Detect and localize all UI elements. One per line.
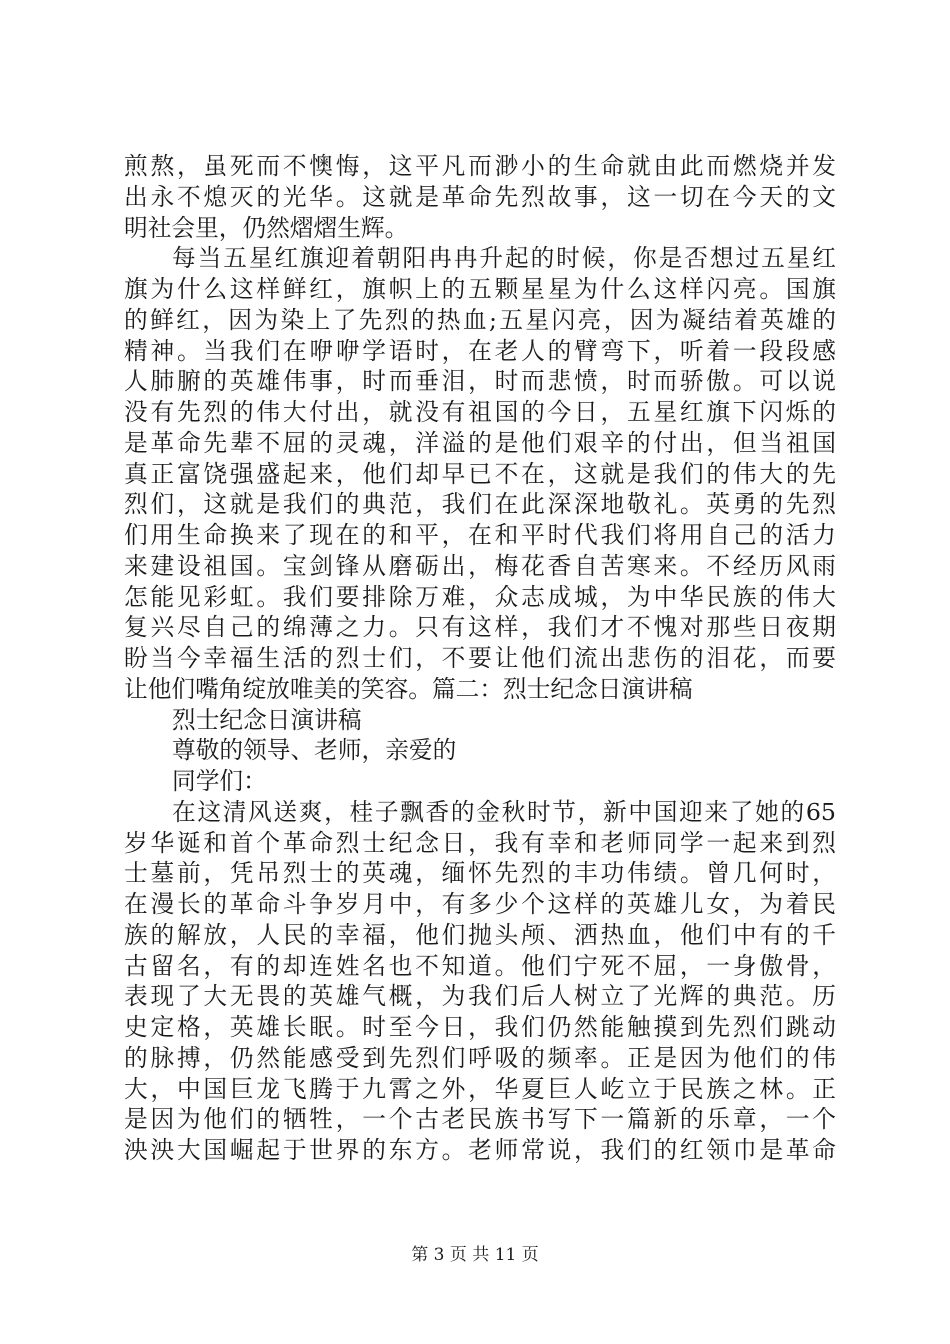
text-line: 古留名，有的却连姓名也不知道。他们宁死不屈，一身傲骨， bbox=[124, 952, 836, 980]
text-line: 表现了大无畏的英雄气概，为我们后人树立了光辉的典范。历 bbox=[124, 982, 836, 1010]
text-line: 岁华诞和首个革命烈士纪念日，我有幸和老师同学一起来到烈 bbox=[124, 829, 836, 857]
text-line: 真正富饶强盛起来，他们却早已不在，这就是我们的伟大的先 bbox=[124, 460, 836, 488]
text-line: 出永不熄灭的光华。这就是革命先烈故事，这一切在今天的文 bbox=[124, 183, 836, 211]
text-line: 让他们嘴角绽放唯美的笑容。篇二：烈士纪念日演讲稿 bbox=[124, 675, 693, 703]
text-line: 旗为什么这样鲜红，旗帜上的五颗星星为什么这样闪亮。国旗 bbox=[124, 275, 836, 303]
text-line: 人肺腑的英雄伟事，时而垂泪，时而悲愤，时而骄傲。可以说 bbox=[124, 367, 836, 395]
text-line: 怎能见彩虹。我们要排除万难，众志成城，为中华民族的伟大 bbox=[124, 583, 836, 611]
text-line: 同学们： bbox=[172, 767, 267, 795]
text-line: 尊敬的领导、老师，亲爱的 bbox=[172, 736, 457, 764]
text-line: 士墓前，凭吊烈士的英魂，缅怀先烈的丰功伟绩。曾几何时， bbox=[124, 859, 836, 887]
text-line: 在这清风送爽，桂子飘香的金秋时节，新中国迎来了她的65 bbox=[172, 798, 836, 826]
text-line: 大，中国巨龙飞腾于九霄之外，华夏巨人屹立于民族之林。正 bbox=[124, 1075, 836, 1103]
text-line: 泱泱大国崛起于世界的东方。老师常说，我们的红领巾是革命 bbox=[124, 1136, 836, 1164]
text-line: 盼当今幸福生活的烈士们，不要让他们流出悲伤的泪花，而要 bbox=[124, 644, 836, 672]
text-line: 们用生命换来了现在的和平，在和平时代我们将用自己的活力 bbox=[124, 521, 836, 549]
text-line: 的脉搏，仍然能感受到先烈们呼吸的频率。正是因为他们的伟 bbox=[124, 1044, 836, 1072]
text-line: 史定格，英雄长眠。时至今日，我们仍然能触摸到先烈们跳动 bbox=[124, 1013, 836, 1041]
text-line: 族的解放，人民的幸福，他们抛头颅、洒热血，他们中有的千 bbox=[124, 921, 836, 949]
text-line: 是因为他们的牺牲，一个古老民族书写下一篇新的乐章，一个 bbox=[124, 1105, 836, 1133]
text-line: 精神。当我们在咿咿学语时，在老人的臂弯下，听着一段段感 bbox=[124, 337, 836, 365]
text-line: 没有先烈的伟大付出，就没有祖国的今日，五星红旗下闪烁的 bbox=[124, 398, 836, 426]
text-line: 来建设祖国。宝剑锋从磨砺出，梅花香自苦寒来。不经历风雨 bbox=[124, 552, 836, 580]
text-line: 是革命先辈不屈的灵魂，洋溢的是他们艰辛的付出，但当祖国 bbox=[124, 429, 836, 457]
text-line: 复兴尽自己的绵薄之力。只有这样，我们才不愧对那些日夜期 bbox=[124, 613, 836, 641]
text-line: 在漫长的革命斗争岁月中，有多少个这样的英雄儿女，为着民 bbox=[124, 890, 836, 918]
page-footer: 第 3 页 共 11 页 bbox=[411, 1245, 539, 1265]
text-line: 的鲜红，因为染上了先烈的热血;五星闪亮，因为凝结着英雄的 bbox=[124, 306, 836, 334]
text-line: 明社会里，仍然熠熠生辉。 bbox=[124, 214, 409, 242]
text-line: 烈们，这就是我们的典范，我们在此深深地敬礼。英勇的先烈 bbox=[124, 490, 836, 518]
text-line: 煎熬，虽死而不懊悔，这平凡而渺小的生命就由此而燃烧并发 bbox=[124, 152, 836, 180]
text-line: 烈士纪念日演讲稿 bbox=[172, 706, 362, 734]
text-line: 每当五星红旗迎着朝阳冉冉升起的时候，你是否想过五星红 bbox=[172, 244, 836, 272]
